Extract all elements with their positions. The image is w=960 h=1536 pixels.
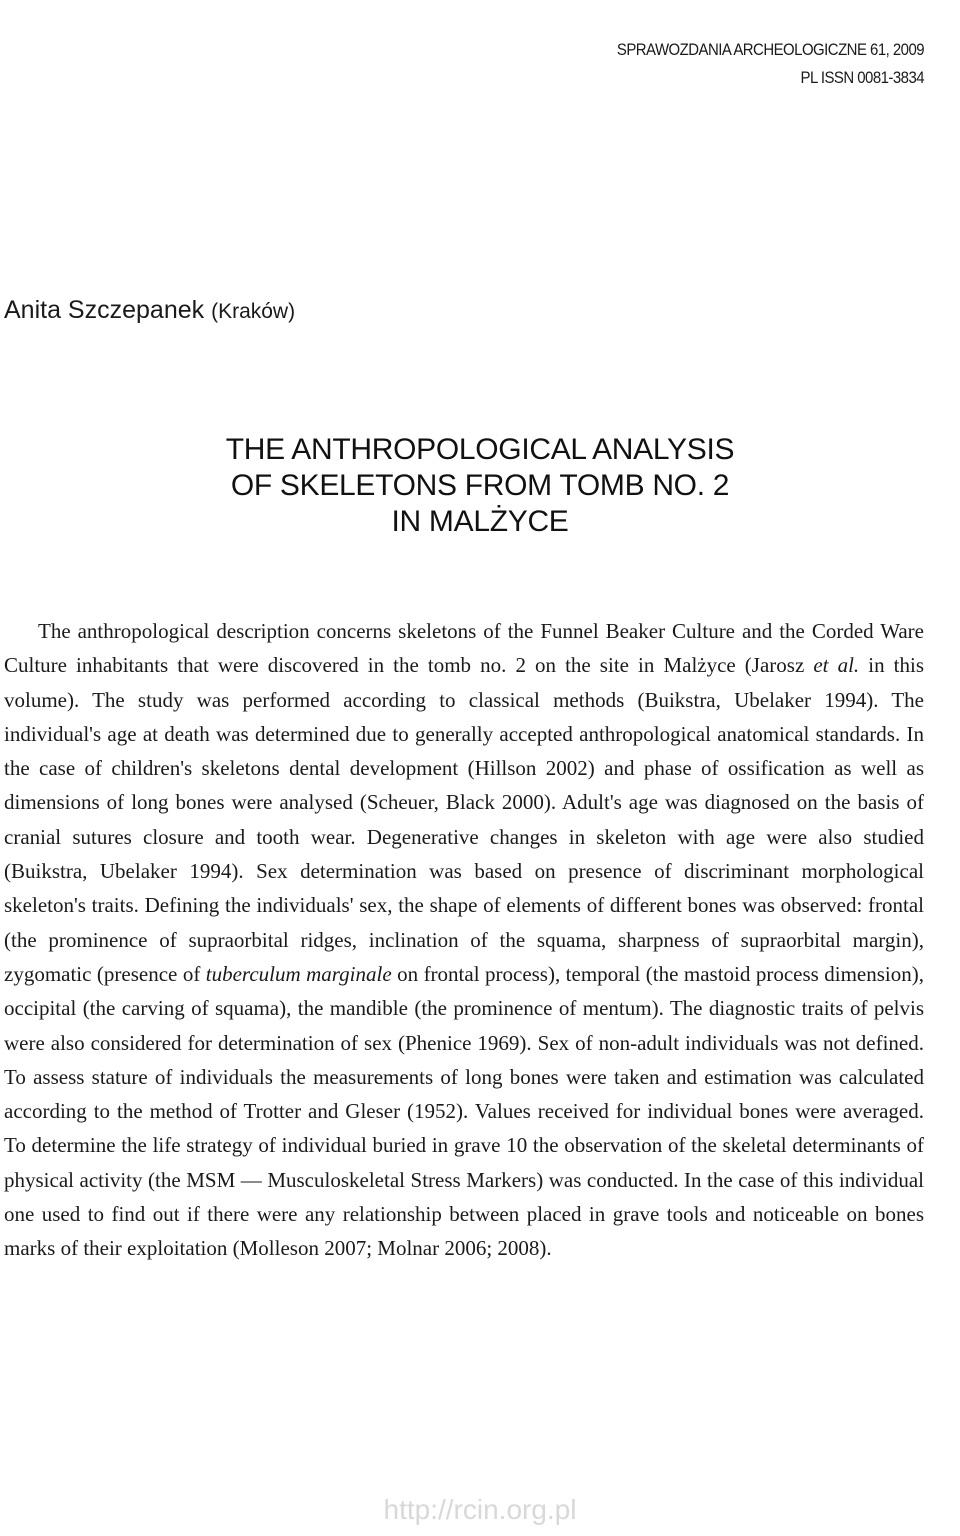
body-text-part-1: The anthropological description concerns skeletons of the Funnel Beaker Culture and the Corded Ware Culture inhabitants that were discovered in the tomb no. 2 on the site in Malżyce (Jarosz bbox=[4, 619, 924, 678]
body-text-part-3: on frontal process), temporal (the mastoid process dimension), occipital (the carving of squama), the mandible (the prominence of mentum). The diagnostic traits of pelvis were also considered for determination of sex (Phenice 1969). Sex of non-adult individuals was not defined. To assess stature of individuals the measurements of long bones were taken and estimation was calculated according to the method of Trotter and Gleser (1952). Values received for individual bones were averaged. To determine the life strategy of individual buried in grave 10 the observation of the skeletal determinants of physical activity (the MSM — Musculoskeletal Stress Markers) was conducted. In the case of this individual one used to find out if there were any relationship between placed in grave tools and noticeable on bones marks of their exploitation (Molleson 2007; Molnar 2006; 2008). bbox=[4, 961, 925, 1261]
author-affiliation: (Kraków) bbox=[211, 300, 296, 323]
author-line bbox=[4, 296, 295, 325]
body-text-part-2: in this volume). The study was performed according to classical methods (Buikstra, Ubelaker 1994). The individual's age at death was determined due to generally accepted anthropological anatomical standards. In the case of children's skeletons dental development (Hillson 2002) and phase of ossification as well as dimensions of long bones were analysed (Scheuer, Black 2000). Adult's age was diagnosed on the basis of cranial sutures closure and tooth wear. Degenerative changes in skeleton with age were also studied (Buikstra, Ubelaker 1994). Sex determination was based on presence of discriminant morphological skeleton's traits. Defining the individuals' sex, the shape of elements of different bones was observed: frontal (the prominence of supraorbital ridges, inclination of the squama, sharpness of supraorbital margin), zygomatic (presence of bbox=[4, 653, 924, 986]
journal-issn: PL ISSN 0081-3834 bbox=[800, 68, 924, 87]
title-line-3: IN MALŻYCE bbox=[391, 505, 569, 538]
journal-name: SPRAWOZDANIA ARCHEOLOGICZNE 61, 2009 bbox=[616, 40, 924, 59]
body-text-et-al: et al. bbox=[813, 653, 860, 678]
journal-header bbox=[617, 36, 924, 92]
article-title bbox=[0, 432, 960, 540]
author-name: Anita Szczepanek bbox=[4, 296, 205, 324]
title-line-1: THE ANTHROPOLOGICAL ANALYSIS bbox=[225, 433, 735, 466]
footer-url: http://rcin.org.pl bbox=[383, 1494, 577, 1525]
body-paragraph bbox=[4, 614, 924, 1266]
body-text-latin-term: tuberculum marginale bbox=[205, 961, 392, 986]
title-line-2: OF SKELETONS FROM TOMB NO. 2 bbox=[230, 469, 730, 502]
